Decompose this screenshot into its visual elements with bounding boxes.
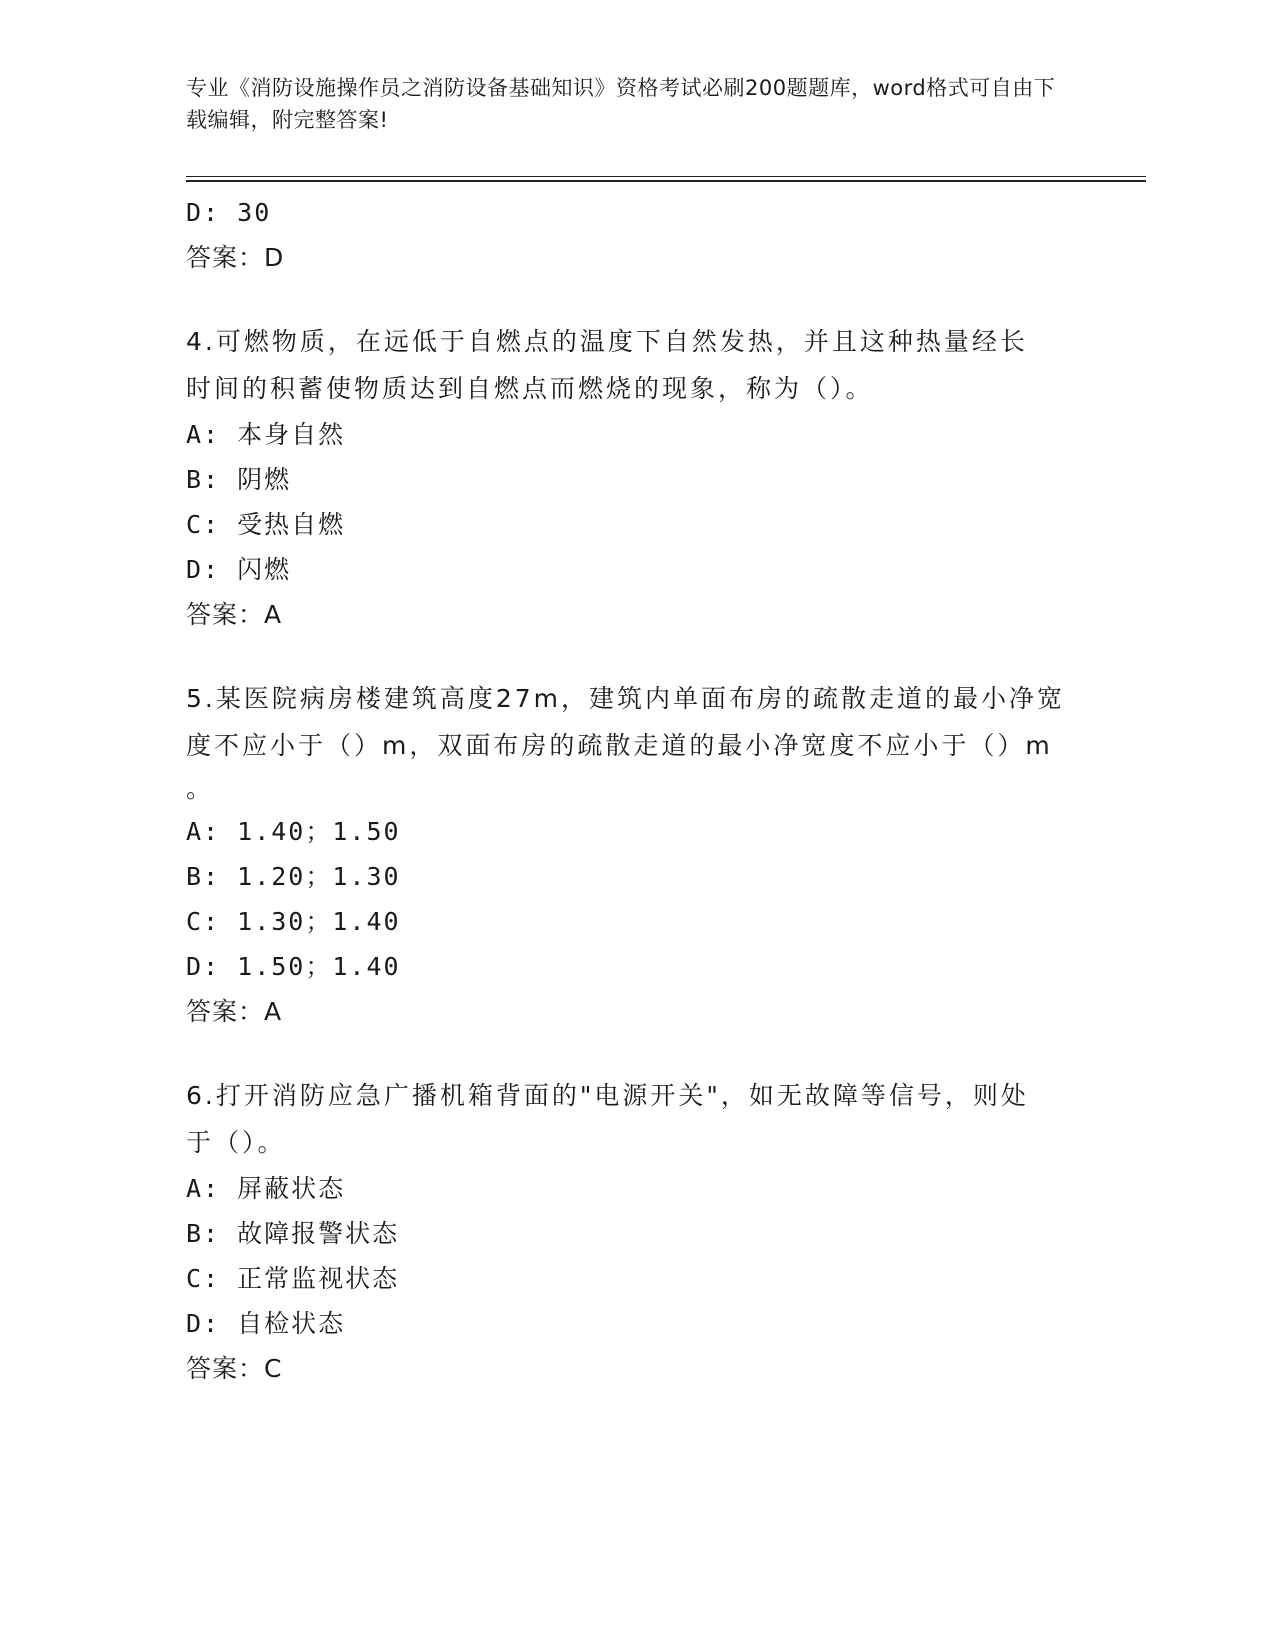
question-stem-line-2: 度不应小于（）m，双面布房的疏散走道的最小净宽度不应小于（）m: [186, 731, 1053, 760]
header-divider-thick: [186, 180, 1146, 182]
answer: 答案：A: [186, 997, 283, 1026]
option-d: D: 30: [186, 198, 272, 227]
option-d: D: 自检状态: [186, 1309, 346, 1338]
option-b: B: 阴燃: [186, 465, 292, 494]
answer: 答案：C: [186, 1354, 283, 1383]
option-a: A: 本身自然: [186, 420, 346, 449]
option-a: A: 屏蔽状态: [186, 1174, 346, 1203]
question-stem-line-1: 5.某医院病房楼建筑高度27m，建筑内单面布房的疏散走道的最小净宽: [186, 684, 1066, 713]
question-stem-line-1: 4.可燃物质，在远低于自燃点的温度下自然发热，并且这种热量经长: [186, 327, 1028, 356]
document-header: [186, 72, 1066, 136]
option-a: A: 1.40；1.50: [186, 817, 401, 846]
answer: 答案：A: [186, 600, 283, 629]
option-d: D: 闪燃: [186, 555, 292, 584]
header-title: 专业《消防设施操作员之消防设备基础知识》资格考试必刷200题题库，word格式可自由下载编辑，附完整答案!: [186, 76, 1056, 132]
answer: 答案：D: [186, 243, 285, 272]
question-5: [186, 675, 1086, 1034]
option-c: C: 1.30；1.40: [186, 907, 401, 936]
option-b: B: 1.20；1.30: [186, 862, 401, 891]
option-b: B: 故障报警状态: [186, 1219, 400, 1248]
question-stem-line-2: 于（）。: [186, 1128, 286, 1157]
question-stem-line-2: 时间的积蓄使物质达到自燃点而燃烧的现象，称为（）。: [186, 374, 874, 403]
option-d: D: 1.50；1.40: [186, 952, 401, 981]
header-divider-thin: [186, 176, 1146, 177]
previous-question-tail: [186, 190, 1086, 280]
question-stem-line-3: 。: [186, 774, 212, 803]
question-6: [186, 1072, 1086, 1391]
option-c: C: 受热自燃: [186, 510, 346, 539]
question-stem-line-1: 6.打开消防应急广播机箱背面的"电源开关"，如无故障等信号，则处: [186, 1081, 1029, 1110]
question-4: [186, 318, 1086, 637]
question-list: [186, 190, 1086, 1391]
option-c: C: 正常监视状态: [186, 1264, 400, 1293]
